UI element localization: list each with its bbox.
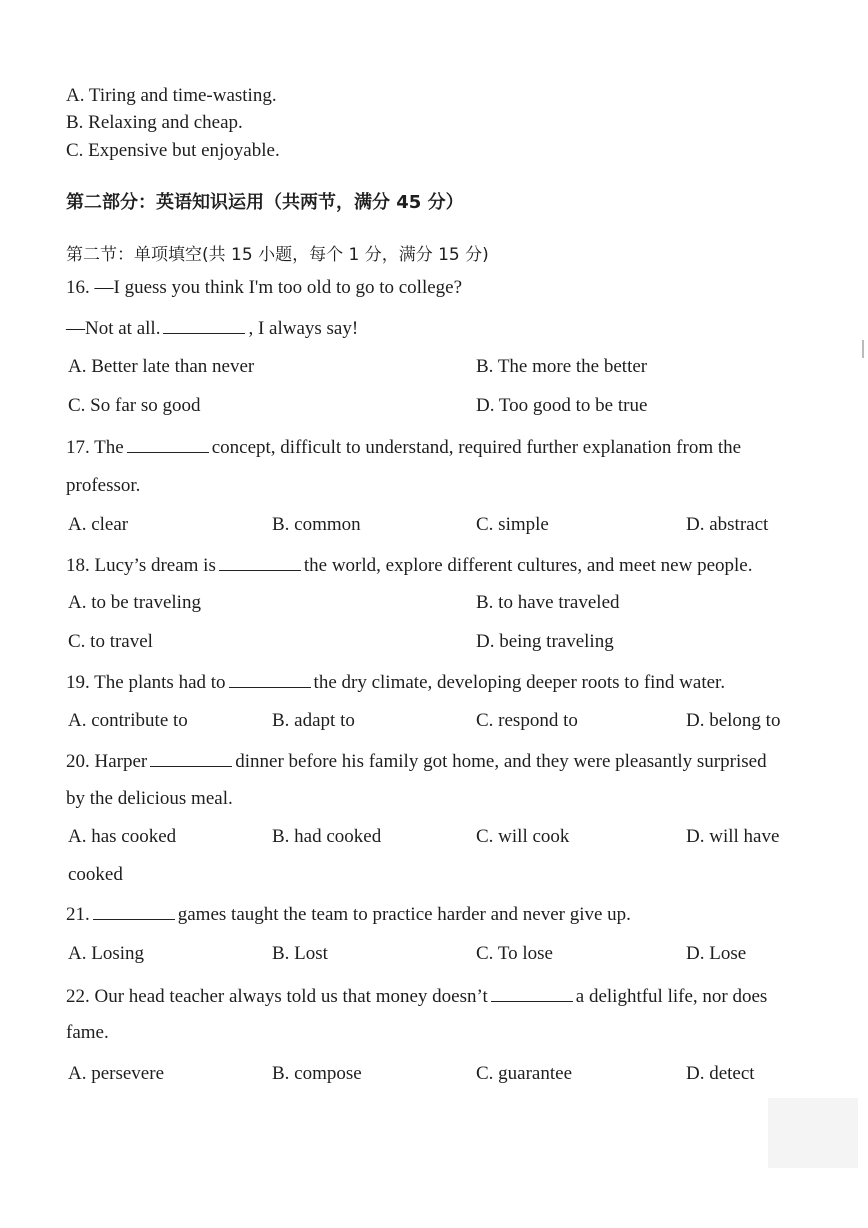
q20-stem	[66, 748, 767, 774]
q22-option-c: C. guarantee	[476, 1063, 573, 1084]
q22-stem-line2: fame.	[66, 1022, 109, 1043]
q21-option-d: D. Lose	[686, 943, 747, 964]
q17-stem-end: concept, difficult to understand, required further explanation from the	[211, 437, 742, 458]
q22-stem	[66, 983, 767, 1009]
q16-option-c: C. So far so good	[68, 395, 201, 416]
prev-option-a: A. Tiring and time-wasting.	[66, 85, 277, 106]
q19-stem-end: the dry climate, developing deeper roots to find water.	[313, 672, 726, 693]
q21-option-c: C. To lose	[476, 943, 553, 964]
scan-edge-mark	[862, 340, 864, 358]
q18-blank	[219, 552, 301, 571]
q21-blank	[93, 901, 175, 920]
q21-stem-end: games taught the team to practice harder and never give up.	[177, 904, 631, 925]
q20-option-d: D. will have	[686, 826, 780, 847]
q17-option-b: B. common	[272, 514, 361, 535]
q17-stem-line2: professor.	[66, 475, 141, 496]
q19-option-a: A. contribute to	[68, 710, 188, 731]
q18-option-b: B. to have traveled	[476, 592, 620, 613]
part-heading: 第二部分：英语知识运用（共两节，满分 45 分）	[66, 192, 464, 213]
q20-blank	[150, 748, 232, 767]
q18-option-a: A. to be traveling	[68, 592, 201, 613]
q17-option-a: A. clear	[68, 514, 129, 535]
prev-option-b: B. Relaxing and cheap.	[66, 112, 243, 133]
q18-option-c: C. to travel	[68, 631, 153, 652]
q19-option-b: B. adapt to	[272, 710, 355, 731]
q16-reply-start: —Not at all.	[66, 318, 161, 339]
q20-option-b: B. had cooked	[272, 826, 382, 847]
q20-option-a: A. has cooked	[68, 826, 177, 847]
q22-blank	[491, 983, 573, 1002]
q18-stem-end: the world, explore different cultures, and meet new people.	[303, 555, 753, 576]
q17-option-c: C. simple	[476, 514, 549, 535]
q22-option-d: D. detect	[686, 1063, 755, 1084]
q20-stem-start: 20. Harper	[66, 751, 148, 772]
q20-option-d-wrap: cooked	[68, 864, 123, 885]
q21-stem-start: 21.	[66, 904, 90, 925]
q16-reply	[66, 315, 358, 341]
q19-option-c: C. respond to	[476, 710, 578, 731]
q16-stem: 16. —I guess you think I'm too old to go to college?	[66, 277, 463, 298]
q19-stem	[66, 669, 725, 695]
q19-stem-start: 19. The plants had to	[66, 672, 226, 693]
q17-stem	[66, 434, 741, 460]
q22-stem-start: 22. Our head teacher always told us that money doesn’t	[66, 986, 488, 1007]
q21-option-a: A. Losing	[68, 943, 144, 964]
q18-option-d: D. being traveling	[476, 631, 614, 652]
q20-stem-end: dinner before his family got home, and they were pleasantly surprised	[235, 751, 767, 772]
q22-option-a: A. persevere	[68, 1063, 165, 1084]
q20-stem-line2: by the delicious meal.	[66, 788, 233, 809]
q17-option-d: D. abstract	[686, 514, 769, 535]
scan-corner-shadow	[768, 1098, 858, 1168]
q16-option-d: D. Too good to be true	[476, 395, 648, 416]
q16-option-b: B. The more the better	[476, 356, 648, 377]
q21-option-b: B. Lost	[272, 943, 328, 964]
q18-stem-start: 18. Lucy’s dream is	[66, 555, 216, 576]
q18-stem	[66, 552, 752, 578]
q19-option-d: D. belong to	[686, 710, 781, 731]
q22-stem-end: a delightful life, nor does	[575, 986, 768, 1007]
prev-option-c: C. Expensive but enjoyable.	[66, 140, 280, 161]
section-heading: 第二节：单项填空(共 15 小题，每个 1 分，满分 15 分)	[66, 245, 489, 265]
q17-stem-start: 17. The	[66, 437, 124, 458]
q17-blank	[127, 434, 209, 453]
q16-reply-end: , I always say!	[248, 318, 359, 339]
q16-blank	[163, 315, 245, 334]
q20-option-c: C. will cook	[476, 826, 570, 847]
q21-stem	[66, 901, 631, 927]
q16-option-a: A. Better late than never	[68, 356, 255, 377]
q22-option-b: B. compose	[272, 1063, 362, 1084]
q19-blank	[229, 669, 311, 688]
